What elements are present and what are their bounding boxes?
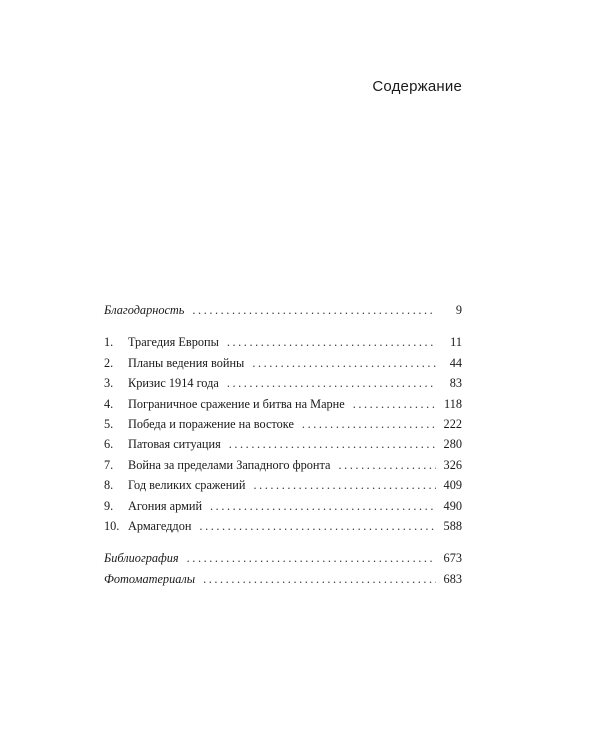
toc-page-number: 326 [443, 457, 462, 472]
dot-leader [229, 437, 436, 452]
toc-entry-chapter-8[interactable] [104, 478, 462, 498]
dot-leader [192, 303, 436, 318]
toc-entry-label: Армагеддон [128, 518, 192, 533]
toc-page-number: 9 [455, 303, 462, 317]
toc-entry-label: Планы ведения войны [128, 355, 245, 370]
chapter-number: 10. [104, 518, 120, 533]
toc-page-number: 673 [443, 551, 462, 566]
dot-leader [210, 499, 436, 514]
toc-entry-label: Библиография [104, 551, 179, 566]
page-title: Содержание [372, 78, 462, 95]
dot-leader [187, 551, 436, 566]
chapter-number: 7. [104, 457, 114, 472]
chapter-number: 3. [104, 376, 114, 391]
toc-page-number: 222 [443, 416, 462, 431]
toc-page-number: 490 [443, 498, 462, 513]
toc-entry-label: Агония армий [128, 498, 203, 513]
chapter-number: 1. [104, 335, 114, 350]
dot-leader [353, 397, 436, 412]
dot-leader [338, 458, 436, 473]
toc-entry-chapter-9[interactable] [104, 499, 462, 519]
toc-entry-chapter-10[interactable] [104, 519, 462, 539]
chapter-number: 5. [104, 416, 114, 431]
toc-entry-label: Патовая ситуация [128, 437, 221, 452]
toc-entry-label: Год великих сражений [128, 478, 246, 493]
toc-entry-label: Трагедия Европы [128, 335, 219, 350]
toc-entry-acknowledgements[interactable] [104, 303, 462, 323]
toc-entry-chapter-4[interactable] [104, 397, 462, 417]
toc-page-number: 83 [449, 376, 462, 391]
toc-entry-label: Кризис 1914 года [128, 376, 219, 391]
toc-page-number: 588 [443, 518, 462, 533]
toc-page-number: 11 [450, 335, 462, 350]
toc-entry-label: Благодарность [104, 303, 185, 317]
toc-entry-chapter-7[interactable] [104, 458, 462, 478]
toc-entry-chapter-3[interactable] [104, 376, 462, 396]
toc-entry-chapter-6[interactable] [104, 437, 462, 457]
toc-page-number: 44 [449, 355, 462, 370]
chapter-number: 4. [104, 396, 114, 411]
toc-entry-label: Война за пределами Западного фронта [128, 457, 331, 472]
toc-entry-label: Фотоматериалы [104, 571, 196, 586]
toc-entry-chapter-1[interactable] [104, 335, 462, 355]
toc-entry-bibliography[interactable] [104, 551, 462, 571]
dot-leader [253, 478, 436, 493]
toc-page-number: 683 [443, 571, 462, 586]
dot-leader [203, 572, 436, 587]
chapter-number: 6. [104, 437, 114, 452]
toc-entry-chapter-2[interactable] [104, 356, 462, 376]
toc-entry-chapter-5[interactable] [104, 417, 462, 437]
toc-entry-photo-credits[interactable] [104, 572, 462, 592]
dot-leader [199, 519, 436, 534]
chapter-number: 8. [104, 478, 114, 493]
chapter-number: 2. [104, 355, 114, 370]
dot-leader [227, 335, 436, 350]
toc-page-number: 118 [444, 396, 462, 411]
dot-leader [302, 417, 436, 432]
table-of-contents [104, 303, 462, 592]
toc-entry-label: Победа и поражение на востоке [128, 416, 294, 431]
dot-leader [227, 376, 436, 391]
toc-entry-label: Пограничное сражение и битва на Марне [128, 396, 345, 411]
dot-leader [252, 356, 436, 371]
chapter-number: 9. [104, 498, 114, 513]
toc-page-number: 409 [443, 478, 462, 493]
toc-page-number: 280 [443, 437, 462, 452]
